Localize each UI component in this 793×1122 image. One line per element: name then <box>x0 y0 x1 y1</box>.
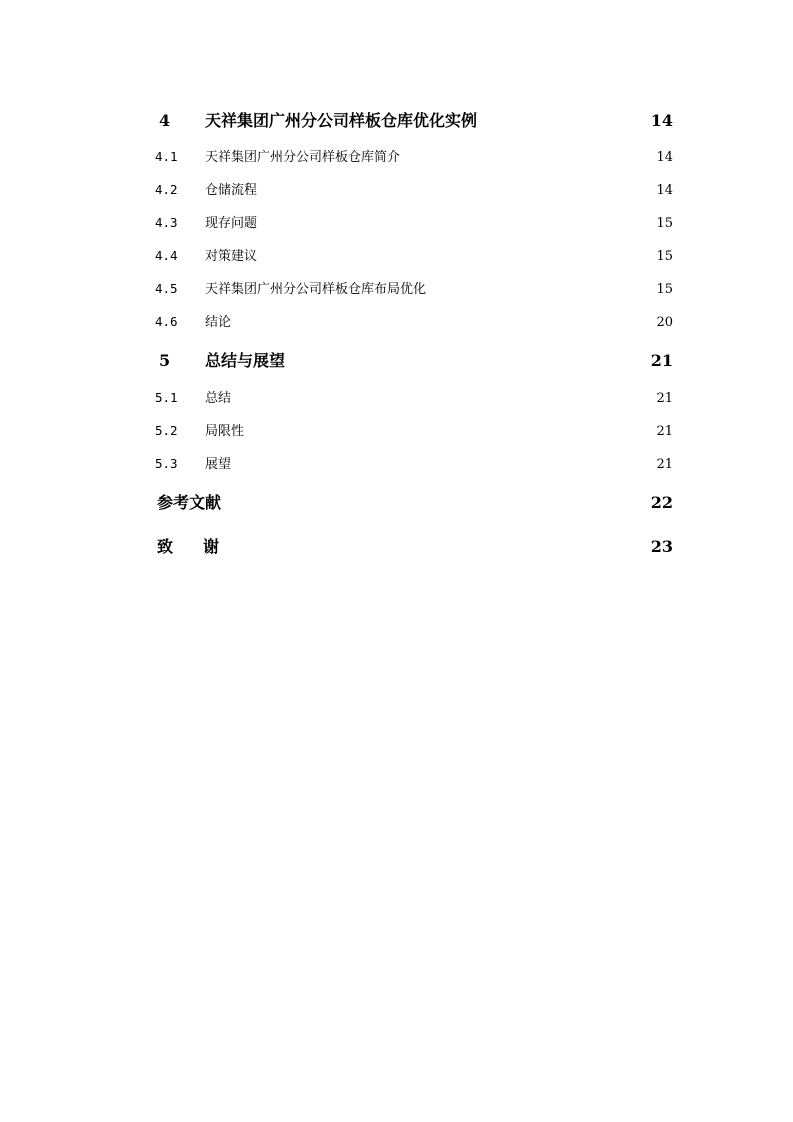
toc-entry-section-5-3[interactable] <box>155 453 673 471</box>
toc-title: 仓储流程 <box>205 183 258 198</box>
toc-entry-section-4-3[interactable] <box>155 212 673 230</box>
toc-page-number: 14 <box>656 150 673 165</box>
toc-page-number: 15 <box>656 282 673 297</box>
toc-number: 4.3 <box>155 215 178 230</box>
toc-page-number: 21 <box>656 391 673 406</box>
toc-title-part-b: 谢 <box>203 537 220 556</box>
toc-number: 4.2 <box>155 182 178 197</box>
toc-page-number: 14 <box>656 183 673 198</box>
toc-entry-section-4-5[interactable] <box>155 278 673 296</box>
toc-page-number: 14 <box>650 111 673 130</box>
toc-number: 4 <box>159 111 171 130</box>
toc-title: 结论 <box>205 315 232 330</box>
toc-entry-chapter-4[interactable] <box>155 108 673 130</box>
toc-page-number: 22 <box>650 493 673 512</box>
toc-entry-section-4-1[interactable] <box>155 146 673 164</box>
toc-number: 5.2 <box>155 423 178 438</box>
toc-title <box>155 534 219 557</box>
toc-entry-references[interactable] <box>155 490 673 512</box>
toc-entry-section-4-6[interactable] <box>155 311 673 329</box>
toc-page-number: 21 <box>656 424 673 439</box>
toc-title: 天祥集团广州分公司样板仓库简介 <box>205 150 401 165</box>
toc-number: 4.5 <box>155 281 178 296</box>
toc-number: 4.1 <box>155 149 178 164</box>
toc-page-number: 15 <box>656 249 673 264</box>
toc-entry-section-4-2[interactable] <box>155 179 673 197</box>
toc-entry-chapter-5[interactable] <box>155 348 673 370</box>
toc-entry-section-5-1[interactable] <box>155 387 673 405</box>
toc-title: 天祥集团广州分公司样板仓库布局优化 <box>205 282 427 297</box>
toc-page-number: 21 <box>656 457 673 472</box>
toc-number: 4.4 <box>155 248 178 263</box>
toc-entry-section-5-2[interactable] <box>155 420 673 438</box>
toc-title: 局限性 <box>205 424 245 439</box>
toc-number: 5 <box>159 351 171 370</box>
toc-title: 对策建议 <box>205 249 258 264</box>
toc-title: 总结与展望 <box>205 351 286 370</box>
toc-title-part-a: 致 <box>157 537 174 556</box>
toc-page-number: 20 <box>656 315 673 330</box>
toc-entry-section-4-4[interactable] <box>155 245 673 263</box>
toc-page-number: 23 <box>650 537 673 556</box>
toc-entry-acknowledgements[interactable] <box>155 534 673 556</box>
toc-number: 5.3 <box>155 456 178 471</box>
toc-title: 参考文献 <box>157 493 222 512</box>
toc-title: 展望 <box>205 457 232 472</box>
toc-title: 总结 <box>205 391 232 406</box>
toc-number: 4.6 <box>155 314 178 329</box>
toc-page-number: 21 <box>650 351 673 370</box>
toc-title: 现存问题 <box>205 216 258 231</box>
toc-page-number: 15 <box>656 216 673 231</box>
toc-title: 天祥集团广州分公司样板仓库优化实例 <box>205 111 478 130</box>
toc-number: 5.1 <box>155 390 178 405</box>
